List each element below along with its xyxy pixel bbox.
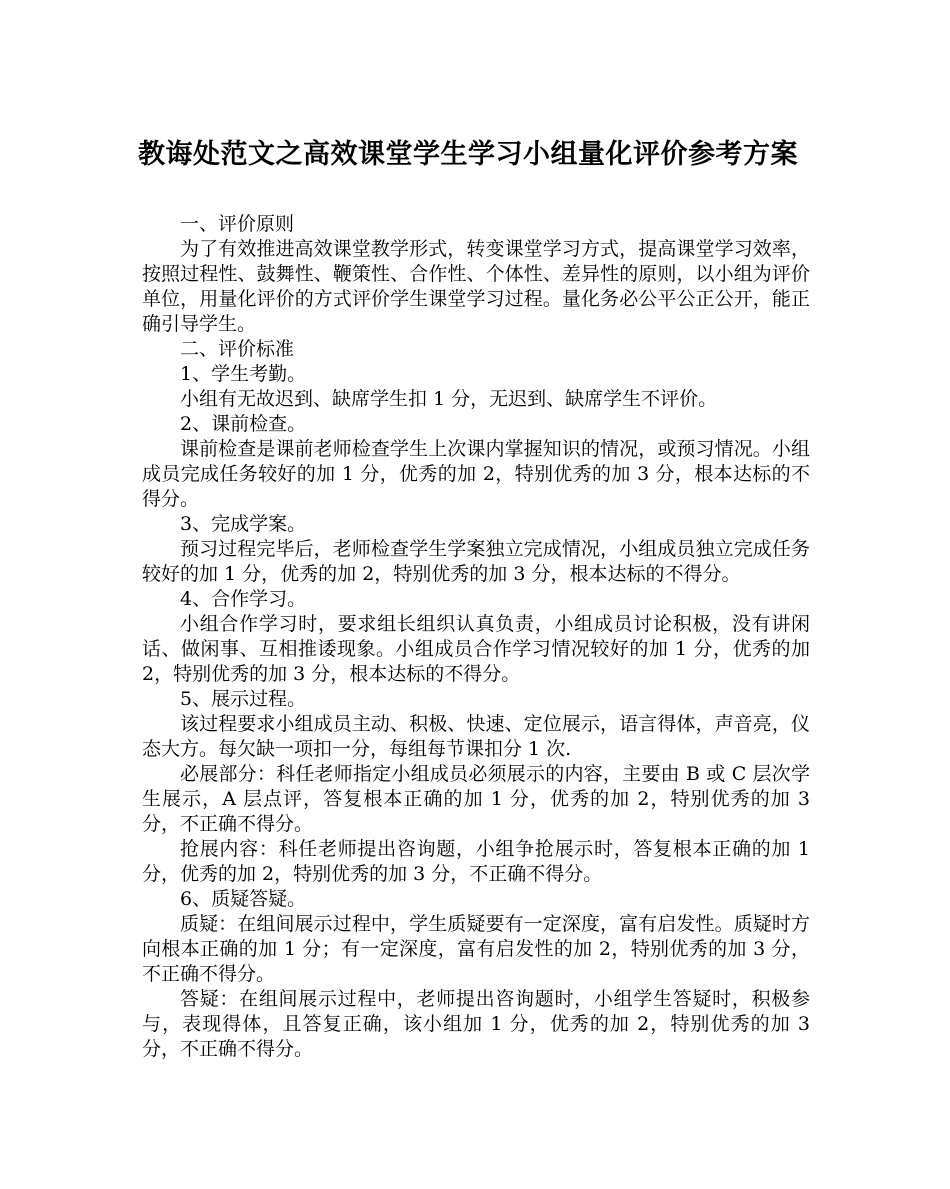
document-page [138, 0, 810, 1062]
paragraph: 5、展示过程。 [180, 688, 307, 710]
paragraph: 必展部分：科任老师指定小组成员必须展示的内容，主要由 B 或 C 层次学生展示，A 层点评，答复根本正确的加 1 分，优秀的加 2，特别优秀的加 3 分，不正确不得分。 [142, 763, 810, 835]
paragraph: 为了有效推进高效课堂教学形式，转变课堂学习方式，提高课堂学习效率，按照过程性、鼓舞性、鞭策性、合作性、个体性、差异性的原则，以小组为评价单位，用量化评价的方式评价学生课堂学习过程。量化务必公平公正公开，能正确引导学生。 [142, 238, 810, 335]
paragraph: 4、合作学习。 [180, 588, 307, 610]
paragraph: 二、评价标准 [180, 338, 295, 360]
paragraph: 6、质疑答疑。 [180, 888, 307, 910]
paragraph: 一、评价原则 [180, 213, 295, 235]
paragraph: 该过程要求小组成员主动、积极、快速、定位展示，语言得体，声音亮，仪态大方。每欠缺一项扣一分，每组每节课扣分 1 次. [142, 713, 810, 760]
paragraph: 质疑：在组间展示过程中，学生质疑要有一定深度，富有启发性。质疑时方向根本正确的加 1 分；有一定深度，富有启发性的加 2，特别优秀的加 3 分，不正确不得分。 [142, 913, 810, 985]
paragraph: 1、学生考勤。 [180, 363, 307, 385]
paragraph: 2、课前检查。 [180, 413, 307, 435]
document-body [142, 212, 810, 1062]
paragraph: 课前检查是课前老师检查学生上次课内掌握知识的情况，或预习情况。小组成员完成任务较好的加 1 分，优秀的加 2，特别优秀的加 3 分，根本达标的不得分。 [142, 438, 810, 510]
document-title: 教诲处范文之高效课堂学生学习小组量化评价参考方案 [138, 139, 798, 170]
paragraph: 3、完成学案。 [180, 513, 307, 535]
paragraph: 小组合作学习时，要求组长组织认真负责，小组成员讨论积极，没有讲闲话、做闲事、互相推诿现象。小组成员合作学习情况较好的加 1 分，优秀的加 2，特别优秀的加 3 分，根本达标的不得分。 [142, 613, 810, 685]
paragraph: 预习过程完毕后，老师检查学生学案独立完成情况，小组成员独立完成任务较好的加 1 分，优秀的加 2，特别优秀的加 3 分，根本达标的不得分。 [142, 538, 810, 585]
paragraph: 小组有无故迟到、缺席学生扣 1 分，无迟到、缺席学生不评价。 [180, 388, 718, 410]
paragraph: 答疑：在组间展示过程中，老师提出咨询题时，小组学生答疑时，积极参与，表现得体，且答复正确，该小组加 1 分，优秀的加 2，特别优秀的加 3 分，不正确不得分。 [142, 988, 810, 1060]
paragraph: 抢展内容：科任老师提出咨询题，小组争抢展示时，答复根本正确的加 1 分，优秀的加 2，特别优秀的加 3 分，不正确不得分。 [142, 838, 810, 885]
